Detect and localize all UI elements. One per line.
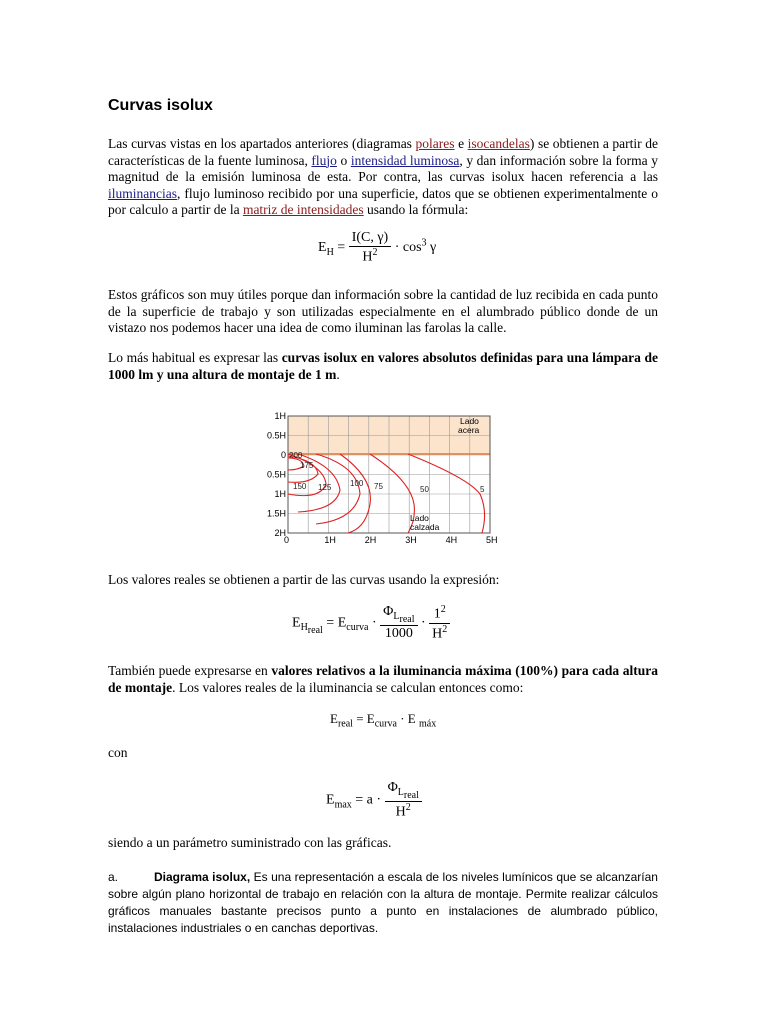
formula-eq: =	[337, 240, 346, 256]
y-tick-label: 0	[280, 450, 286, 460]
x-tick-label: 4H	[445, 535, 458, 545]
formula-symbol: E	[326, 792, 335, 808]
formula-sub: real	[337, 718, 353, 730]
text-run: También puede expresarse en	[108, 663, 272, 678]
formula-den-symbol: H	[362, 249, 373, 265]
formula-numerator	[380, 604, 417, 626]
formula-sup: 2	[372, 247, 378, 258]
formula-sub	[300, 622, 323, 637]
paragraph-con: con	[108, 745, 128, 760]
formula-symbol: E	[337, 615, 347, 631]
contour-label: 125	[318, 483, 332, 492]
link-isocandelas[interactable]: isocandelas	[467, 136, 530, 151]
link-intensidad-luminosa[interactable]: intensidad luminosa	[350, 152, 460, 168]
formula-sup: 2	[440, 604, 446, 615]
paragraph-graficos: Estos gráficos son muy útiles porque dan información sobre la cantidad de luz recibida en cada punto de la superficie de trabajo y son utilizadas especialmente en el alumbrado público donde de un vistazo nos podemos hacer una idea de como iluminan las farolas la calle.	[108, 287, 658, 335]
formula-sub: curva	[374, 718, 397, 730]
contour-labels	[289, 451, 485, 494]
paragraph-valores-absolutos	[108, 350, 658, 383]
text-run: , y dan información sobre la forma y magnitud de la emisión luminosa de esta. Por contra, las curvas isolux hacen referencia a las	[108, 152, 659, 184]
formula-subsub: real	[307, 625, 323, 637]
formula-symbol: E	[330, 711, 338, 726]
formula-eq: = a ·	[355, 792, 382, 808]
y-tick-label: 1.5H	[266, 508, 286, 519]
formula-subsub: real	[399, 614, 415, 626]
formula-emax	[326, 780, 422, 820]
contour-label: 175	[300, 461, 314, 470]
link-polares[interactable]: polares	[415, 136, 455, 151]
formula-sup: 2	[442, 623, 448, 635]
region-label-calzada-1: Lado	[410, 513, 429, 523]
formula-sub: H	[326, 246, 334, 258]
formula-fraction-2	[429, 604, 450, 642]
paragraph-valores-relativos	[108, 663, 658, 696]
formula-eh	[318, 230, 436, 266]
text-run: e	[454, 136, 468, 151]
contour-75	[340, 454, 370, 533]
paragraph-parametro: siendo a un parámetro suministrado con las gráficas.	[108, 835, 392, 850]
formula-sub-text: L	[393, 611, 400, 623]
formula-sub: curva	[346, 622, 369, 634]
formula-eq: = E	[356, 711, 375, 726]
formula-denominator: 1000	[384, 626, 413, 642]
formula-sub-text: H	[300, 622, 308, 634]
formula-dot: · E	[400, 711, 416, 726]
y-tick-label: 0.5H	[266, 469, 286, 480]
link-iluminancias[interactable]: iluminancias	[108, 185, 177, 201]
list-item-a	[108, 869, 658, 937]
bold-run: valores relativos a la iluminancia máxima (100%) para cada altura de montaje	[108, 663, 659, 695]
formula-sub: máx	[418, 718, 437, 730]
contour-label: 100	[350, 479, 364, 488]
link-flujo[interactable]: flujo	[311, 152, 337, 168]
x-tick-label: 0	[284, 535, 290, 545]
x-tick-label: 2H	[364, 535, 377, 545]
region-label-acera-1: Lado	[460, 416, 479, 426]
text-run: usando la fórmula:	[363, 202, 469, 217]
formula-num-symbol: Φ	[387, 780, 398, 795]
contour-label: 50	[420, 485, 429, 494]
formula-dot: ·	[371, 615, 377, 631]
y-tick-label: 1H	[274, 489, 286, 499]
formula-den-symbol: H	[432, 626, 443, 642]
contour-50	[370, 454, 414, 533]
formula-dot: ·	[421, 615, 426, 631]
text-run: . Los valores reales de la iluminancia se calculan entonces como:	[172, 679, 524, 695]
formula-sub	[397, 786, 419, 801]
text-run: Las curvas vistas en los apartados anteriores (diagramas	[108, 136, 416, 151]
formula-numerator: I(C, γ)	[349, 230, 392, 247]
formula-ereal	[330, 711, 436, 730]
x-axis-ticks	[284, 535, 498, 545]
text-run: , flujo luminoso recibido por una superficie, datos que se obtienen experimentalmente o por calculo a partir de la	[108, 185, 658, 217]
link-matriz-intensidades[interactable]: matriz de intensidades	[242, 202, 364, 217]
intro-paragraph	[108, 136, 658, 219]
contour-label: 150	[293, 482, 307, 491]
formula-numerator	[385, 780, 422, 802]
list-marker: a.	[108, 870, 119, 884]
formula-eq: =	[326, 615, 335, 631]
y-tick-label: 2H	[274, 528, 286, 538]
bold-run: curvas isolux en valores absolutos definidas para una lámpara de 1000 lm y una altura de montaje de 1 m	[108, 350, 658, 382]
y-axis-ticks	[267, 411, 286, 538]
text-run: .	[336, 366, 340, 382]
formula-fraction	[349, 230, 392, 266]
text-run: Lo más habitual es expresar las	[108, 350, 282, 365]
text-run: Es una representación a escala de los niveles lumínicos que se alcanzarían sobre algún plano horizontal de trabajo en relación con la altura de montaje. Permite realizar cálculos gráficos manuales bastante precisos punto a punto en instalaciones de alumbrado público, instalaciones industriales o en canchas deportivas.	[108, 870, 658, 935]
formula-numerator	[429, 604, 450, 624]
region-label-acera-2: acera	[458, 425, 480, 435]
formula-sup: 3	[421, 237, 427, 249]
formula-symbol: E	[318, 240, 327, 256]
formula-subsub: real	[403, 789, 419, 801]
formula-denominator	[349, 247, 392, 266]
bold-run: Diagrama isolux,	[154, 870, 251, 884]
formula-sub: max	[334, 799, 352, 811]
y-tick-label: 1H	[274, 411, 286, 421]
contour-label: 5	[480, 485, 485, 494]
formula-sub	[393, 611, 415, 626]
x-tick-label: 1H	[324, 535, 336, 545]
isolux-chart	[258, 408, 508, 548]
formula-ehreal	[292, 604, 450, 642]
formula-den-symbol: H	[395, 804, 406, 820]
formula-term: · cos	[394, 240, 422, 256]
formula-sub-text: L	[397, 786, 404, 798]
formula-sup: 2	[405, 801, 411, 813]
contour-label: 200	[289, 451, 303, 460]
x-tick-label: 5H	[486, 535, 498, 545]
formula-fraction	[380, 604, 417, 642]
formula-symbol: E	[292, 615, 301, 631]
text-run: ) se obtienen a partir de características de la fuente luminosa,	[108, 136, 658, 168]
section-title: Curvas isolux	[108, 97, 213, 114]
paragraph-valores-reales: Los valores reales se obtienen a partir de las curvas usando la expresión:	[108, 572, 500, 587]
region-label-calzada-2: calzada	[410, 522, 440, 532]
formula-num-symbol: Φ	[383, 604, 394, 620]
formula-denominator	[429, 624, 450, 643]
text-run: o	[336, 152, 351, 168]
formula-term: γ	[430, 240, 437, 256]
contour-lines	[288, 454, 485, 533]
formula-denominator	[385, 802, 422, 821]
formula-num-symbol: 1	[433, 606, 441, 622]
formula-fraction	[385, 780, 422, 820]
contour-label: 75	[374, 482, 383, 491]
y-tick-label: 0.5H	[266, 430, 286, 441]
x-tick-label: 3H	[405, 535, 417, 545]
